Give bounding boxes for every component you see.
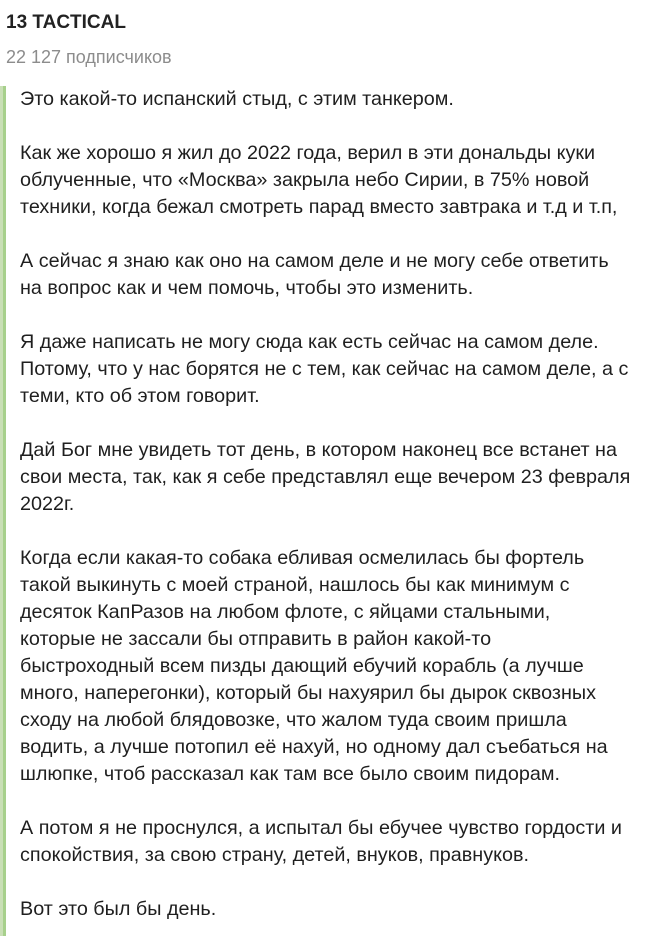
text-line: на вопрос как и чем помочь, чтобы это изменить.	[20, 277, 474, 299]
text-line: теми, кто об этом говорит.	[20, 385, 260, 407]
text-line: 2022г.	[20, 493, 75, 515]
text-line: свои места, так, как я себе представлял еще вечером 23 февраля	[20, 466, 631, 488]
text-line: А потом я не проснулся, а испытал бы ебучее чувство гордости и	[20, 817, 622, 839]
channel-title[interactable]: 13 TACTICAL	[6, 12, 126, 33]
post-paragraph	[20, 815, 668, 869]
forwarded-post	[0, 86, 669, 936]
text-line: шлюпке, чтоб рассказал как там все было своим пидорам.	[20, 763, 560, 785]
post-paragraph	[20, 248, 668, 302]
text-line: Как же хорошо я жил до 2022 года, верил в эти дональды куки	[20, 142, 596, 164]
text-line: А сейчас я знаю как оно на самом деле и не могу себе ответить	[20, 250, 609, 272]
text-line: Когда если какая-то собака ебливая осмелилась бы фортель	[20, 547, 585, 569]
text-line: такой выкинуть с моей страной, нашлось бы как минимум с	[20, 574, 570, 596]
text-line: Потому, что у нас борятся не с тем, как сейчас на самом деле, а с	[20, 358, 629, 380]
text-line: которые не зассали бы отправить в район какой-то	[20, 628, 492, 650]
text-line: Я даже написать не могу сюда как есть сейчас на самом деле.	[20, 331, 599, 353]
text-line: Вот это был бы день.	[20, 898, 217, 920]
text-line: много, наперегонки), который бы нахуярил бы дырок сквозных	[20, 682, 596, 704]
post-paragraph	[20, 437, 668, 518]
post-paragraph	[20, 86, 668, 113]
text-line: водить, а лучше потопил её нахуй, но одному дал съебаться на	[20, 736, 608, 758]
post-text	[20, 86, 668, 936]
quote-bar-accent	[3, 86, 6, 936]
post-paragraph	[20, 140, 668, 221]
text-line: сходу на любой блядовозке, что жалом туда своим пришла	[20, 709, 567, 731]
text-line: техники, когда бежал смотреть парад вместо завтрака и т.д и т.п,	[20, 196, 618, 218]
text-line: Дай Бог мне увидеть тот день, в котором наконец все встанет на	[20, 439, 617, 461]
post-paragraph	[20, 329, 668, 410]
text-line: Это какой-то испанский стыд, с этим танкером.	[20, 88, 454, 110]
post-paragraph	[20, 545, 668, 788]
text-line: облученные, что «Москва» закрыла небо Сирии, в 75% новой	[20, 169, 590, 191]
channel-header[interactable]	[0, 0, 669, 80]
subscriber-count: 22 127 подписчиков	[6, 47, 172, 67]
text-line: быстроходный всем пизды дающий ебучий корабль (а лучше	[20, 655, 584, 677]
text-line: спокойствия, за свою страну, детей, внуков, правнуков.	[20, 844, 529, 866]
text-line: десяток КапРазов на любом флоте, с яйцами стальными,	[20, 601, 551, 623]
post-paragraph	[20, 896, 668, 923]
